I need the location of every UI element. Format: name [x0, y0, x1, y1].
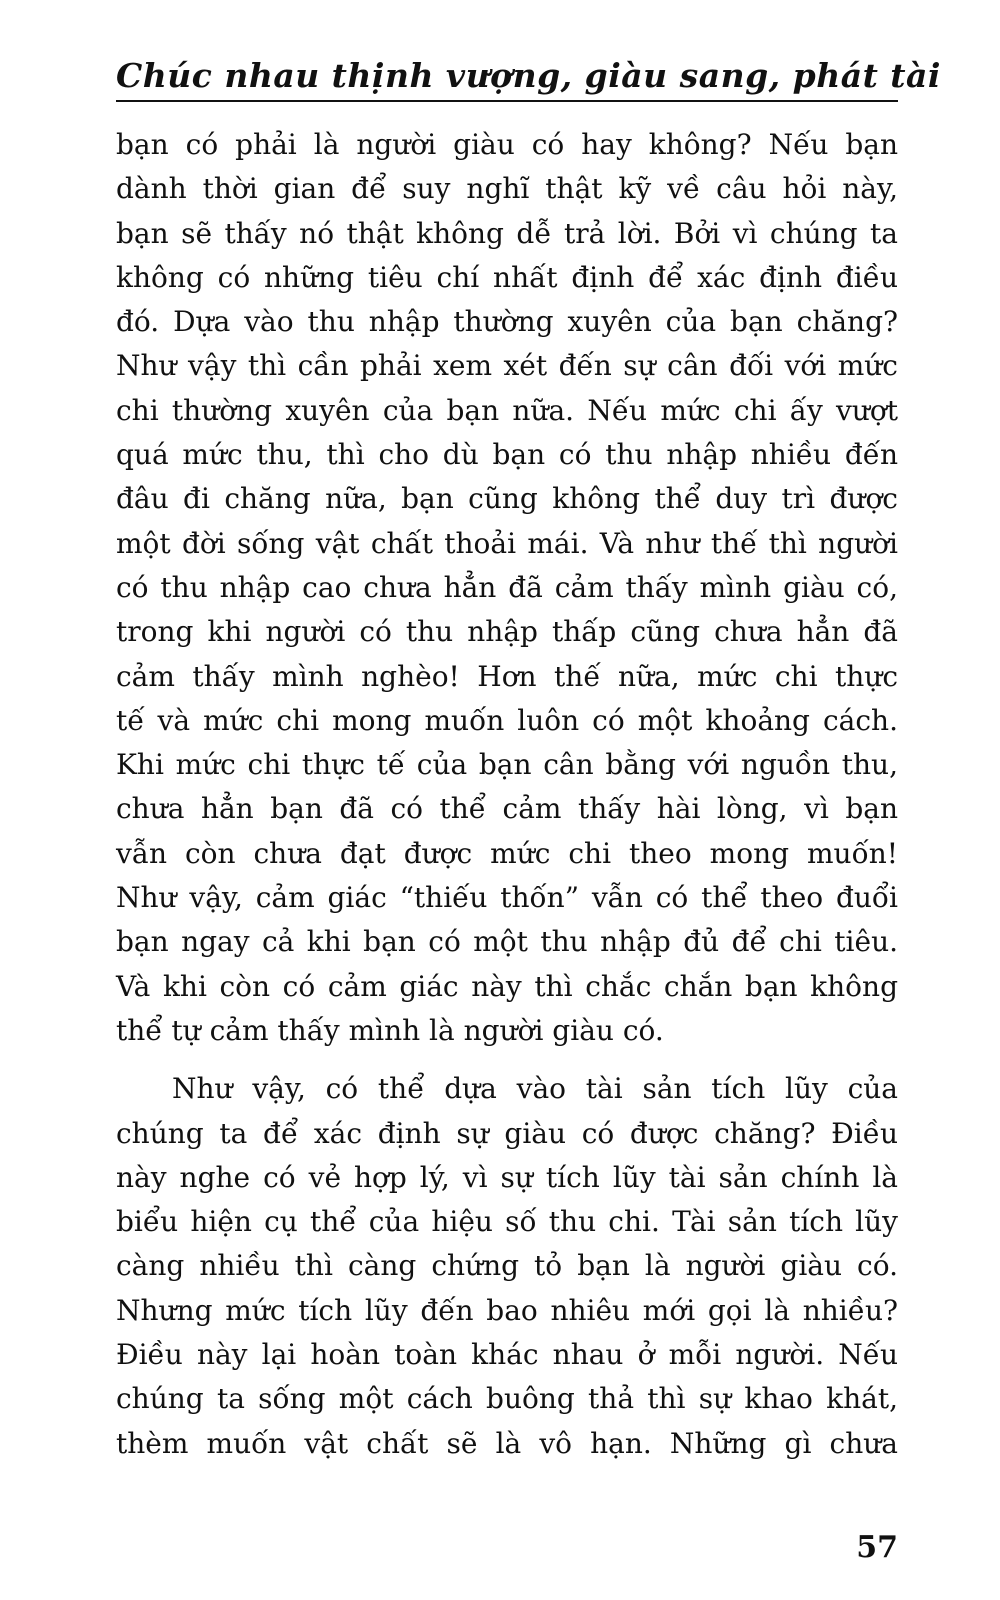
- header-rule: [116, 100, 898, 102]
- text-line: càng nhiều thì càng chứng tỏ bạn là người giàu có.: [116, 1249, 898, 1283]
- text-line: Như vậy thì cần phải xem xét đến sự cân đối với mức: [116, 349, 898, 383]
- text-line: quá mức thu, thì cho dù bạn có thu nhập nhiều đến: [116, 438, 898, 472]
- text-line: Nhưng mức tích lũy đến bao nhiêu mới gọi là nhiều?: [116, 1293, 898, 1327]
- text-line: Như vậy, cảm giác “thiếu thốn” vẫn có thể theo đuổi: [116, 881, 898, 915]
- text-line: Và khi còn có cảm giác này thì chắc chắn bạn không: [116, 969, 898, 1003]
- text-line: bạn ngay cả khi bạn có một thu nhập đủ để chi tiêu.: [116, 925, 898, 959]
- text-line: đâu đi chăng nữa, bạn cũng không thể duy trì được: [116, 482, 898, 516]
- text-line: bạn sẽ thấy nó thật không dễ trả lời. Bởi vì chúng ta: [116, 216, 898, 250]
- text-line: không có những tiêu chí nhất định để xác định điều: [116, 260, 898, 294]
- text-line: thể tự cảm thấy mình là người giàu có.: [116, 1013, 664, 1047]
- text-line: cảm thấy mình nghèo! Hơn thế nữa, mức chi thực: [116, 659, 898, 693]
- text-line: chi thường xuyên của bạn nữa. Nếu mức chi ấy vượt: [116, 393, 898, 427]
- text-line: Điều này lại hoàn toàn khác nhau ở mỗi người. Nếu: [116, 1338, 898, 1372]
- text-line: bạn có phải là người giàu có hay không? Nếu bạn: [116, 128, 898, 161]
- text-line: Khi mức chi thực tế của bạn cân bằng với nguồn thu,: [116, 748, 898, 782]
- text-line: chúng ta sống một cách buông thả thì sự khao khát,: [116, 1382, 898, 1416]
- text-line: biểu hiện cụ thể của hiệu số thu chi. Tài sản tích lũy: [116, 1205, 898, 1239]
- running-header: Chúc nhau thịnh vượng, giàu sang, phát tài: [116, 56, 941, 95]
- text-line: dành thời gian để suy nghĩ thật kỹ về câu hỏi này,: [116, 172, 898, 206]
- paragraph-2: [116, 1067, 898, 1466]
- text-line: một đời sống vật chất thoải mái. Và như thế thì người: [116, 526, 898, 560]
- text-line: đó. Dựa vào thu nhập thường xuyên của bạn chăng?: [116, 305, 898, 339]
- text-line: chưa hẳn bạn đã có thể cảm thấy hài lòng, vì bạn: [116, 792, 898, 826]
- text-line: này nghe có vẻ hợp lý, vì sự tích lũy tài sản chính là: [116, 1160, 898, 1194]
- text-line: có thu nhập cao chưa hẳn đã cảm thấy mình giàu có,: [116, 570, 898, 604]
- text-line: thèm muốn vật chất sẽ là vô hạn. Những gì chưa: [116, 1426, 898, 1460]
- text-line: chúng ta để xác định sự giàu có được chăng? Điều: [116, 1116, 898, 1150]
- text-line: Như vậy, có thể dựa vào tài sản tích lũy của: [172, 1072, 898, 1106]
- page-number: 57: [856, 1530, 898, 1565]
- text-line: trong khi người có thu nhập thấp cũng chưa hẳn đã: [116, 615, 898, 649]
- body-text: [116, 123, 898, 1466]
- text-line: vẫn còn chưa đạt được mức chi theo mong muốn!: [116, 836, 898, 870]
- text-line: tế và mức chi mong muốn luôn có một khoảng cách.: [116, 703, 898, 737]
- paragraph-1: [116, 123, 898, 1053]
